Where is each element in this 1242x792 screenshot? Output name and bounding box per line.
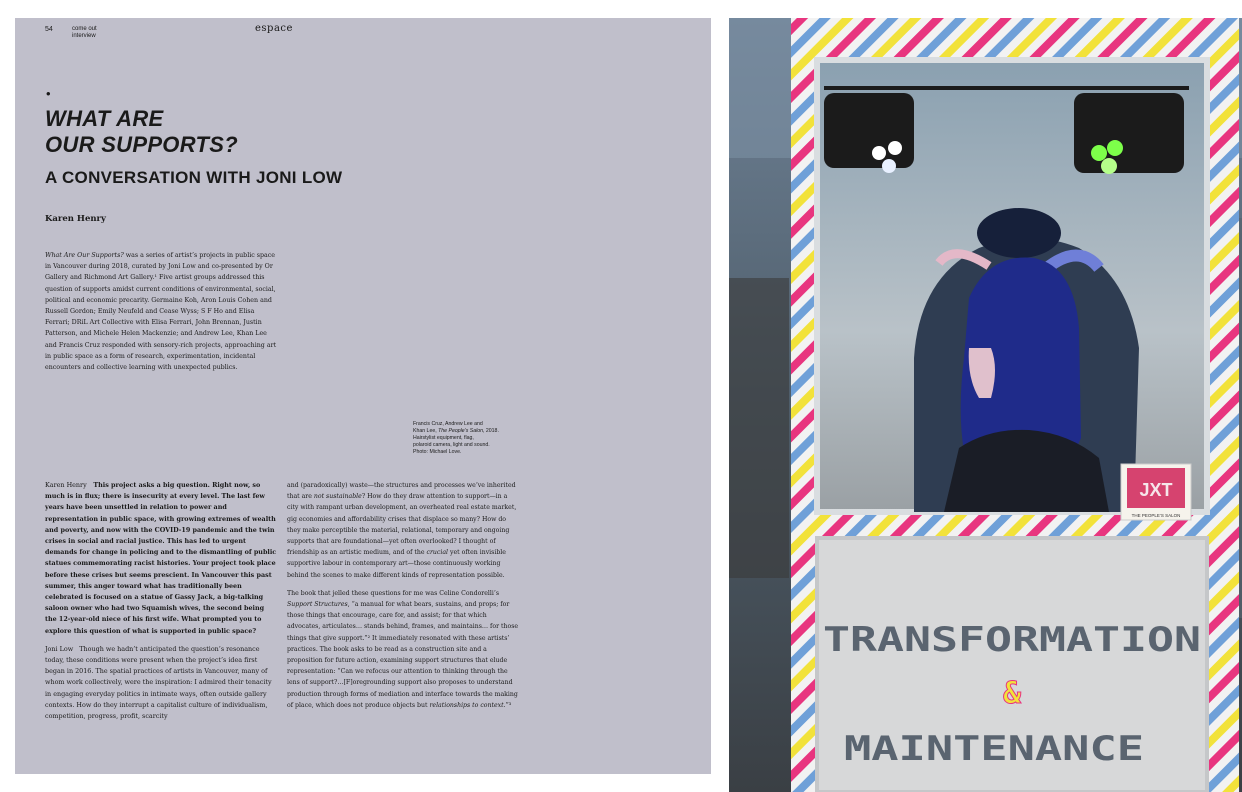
caption-line4: polaroid camera, light and sound. (413, 442, 490, 448)
italic-run: not sustainable (313, 493, 362, 501)
text-run: ? How do they draw attention to support—in a city with rampant urban development, an overheated real estate market, gig economies and affordability crises that displace so many? How do they make perceptible the material, relational, temporary and ongoing supports that are foundational—yet often overlooked? I thought of friendship as an artistic medium, and of the (287, 493, 517, 557)
caption-work-title: The People’s Salon (438, 428, 484, 434)
answer-paragraph (45, 644, 277, 722)
stage-light-left (824, 93, 914, 173)
question-text: This project asks a big question. Right now, so much is in flux; there is insecurity at every level. The last few years have been unsettled in relation to power and representation in public space, with growing extremes of wealth and poverty, and now with the COVID-19 pandemic and the twin crises in social and racial justice. This has led to urgent demands for change in policing and to the dismantling of public statues commemorating racist histories. Your project took place before these crises but seems prescient. In Vancouver this past summer, this anger toward what has traditionally been celebrated is focused on a statue of Gassy Jack, a big-talking saloon owner who had two Squamish wives, the second being the 12-year-old niece of his first wife. What prompted you to explore this question of what is supported in public space? (45, 481, 277, 635)
article-title-line1: WHAT ARE (45, 106, 164, 131)
sign-ampersand: & (1002, 676, 1022, 711)
intro-title-italic: What Are Our Supports? (45, 252, 124, 259)
text-run: and (paradoxically) waste—the structures and processes we’ve inherited that are (287, 482, 516, 501)
polaroid-label: JXT (1139, 480, 1173, 500)
polaroid-photo (1121, 464, 1191, 520)
question-paragraph (45, 480, 277, 637)
magazine-page-left (15, 18, 711, 774)
text-run: yet often invisible supportive labour in contemporary art—those continuously working behind the scenes to make different kinds of representation possible. (287, 549, 506, 579)
article-author: Karen Henry (45, 214, 106, 224)
sign-word-transformation: TRANSFORMATION (823, 620, 1201, 660)
magazine-logo: espace (255, 23, 293, 34)
caption-artists: Khan Lee, (413, 428, 439, 434)
caption-line1: Francis Cruz, Andrew Lee and (413, 421, 483, 427)
polaroid-caption: THE PEOPLE’S SALON (1131, 513, 1181, 518)
section-label-line1: come out (72, 26, 97, 32)
section-label-line2: interview (72, 33, 96, 39)
section-label (72, 26, 97, 40)
stage-light-right (1074, 93, 1184, 174)
page-number: 54 (45, 26, 53, 33)
body-column-2 (287, 480, 519, 718)
article-title (45, 106, 238, 158)
caption-line3: Hairstylist equipment, flag, (413, 435, 474, 441)
italic-run: Support Structures (287, 601, 348, 609)
italic-run: relationships to context (429, 701, 504, 709)
intro-paragraph (45, 250, 280, 373)
text-run: The book that jelled these questions for me was Celine Condorelli’s (287, 589, 500, 597)
text-run: , “a manual for what bears, sustains, and props; for those things that encourage, care for, and assist; for that which advocates, articulates… stands behind, frames, and maintains… for those things that give support.”² It immediately resonated with these artists’ practices. The book asks to be read as a construction site and a proposition for future action, examining support structures that elude representation: “Can we refocus our attention to thinking through the lens of support?…[F]oregrounding support also proposes to understand production through forms of mediation and interface towards the making of place, which does not produce objects but (287, 601, 519, 709)
speaker-joni: Joni Low (45, 644, 74, 653)
intro-text: was a series of artist’s projects in public space in Vancouver during 2018, curated by Joni Low and co-presented by Or Gallery and Richmond Art Gallery.¹ Five artist groups addressed this question of supports amidst current conditions of environmental, social, political and economic precarity. Germaine Koh, Aron Louis Cohen and Russell Gordon; Emily Neufeld and Cease Wyss; S F Ho and Elisa Ferrari; DRiL Art Collective with Elisa Ferrari, John Brennan, Justin Patterson, and Michele Helen Mackenzie; and Andrew Lee, Khan Lee and Francis Cruz responded with sensory-rich projects, approaching art in public space as a form of research, experimentation, incidental encounters and collective learning with unexpected publics. (45, 252, 277, 372)
column2-paragraph-1 (287, 480, 519, 581)
caption-line2 (413, 428, 513, 435)
title-bullet: • (46, 86, 51, 101)
sign-word-maintenance: MAINTENANCE (844, 729, 1144, 769)
column2-paragraph-2 (287, 588, 519, 711)
photo-illustration (729, 18, 1242, 792)
article-photo (729, 18, 1242, 792)
body-column-1 (45, 480, 277, 729)
article-title-line2: OUR SUPPORTS? (45, 132, 238, 157)
photo-caption (413, 421, 513, 456)
speaker-karen: Karen Henry (45, 481, 87, 489)
answer-text: Though we hadn’t anticipated the question’s resonance today, these conditions were present when the project’s idea first began in 2016. The spatial practices of artists in Vancouver, many of whom work collectively, were the inspiration: I admired their tenacity in engaging everyday politics in intimate ways, often outside gallery contexts. How do they interrupt a capitalist culture of individualism, competition, progress, profit, scarcity (45, 644, 272, 721)
text-run: .”³ (503, 701, 512, 709)
italic-run: crucial (426, 549, 449, 557)
article-subtitle: A CONVERSATION WITH JONI LOW (45, 168, 343, 187)
caption-year: , 2018. (483, 428, 499, 434)
caption-line5: Photo: Michael Love. (413, 449, 462, 455)
